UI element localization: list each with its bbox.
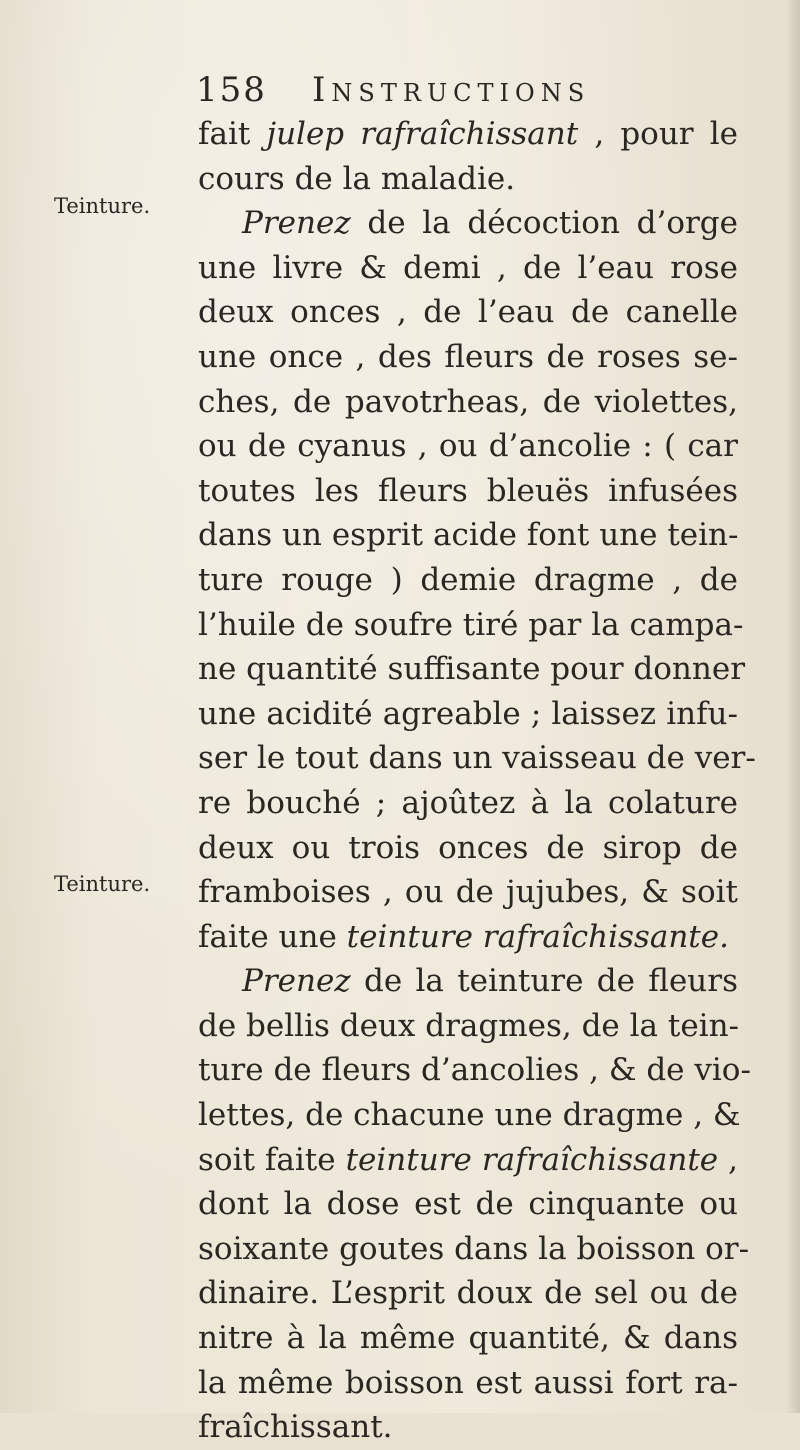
running-title: Instructions [312,70,591,110]
text-segment: ou de cyanus , ou d’ancolie : ( car [198,428,738,465]
body-text [198,112,756,1450]
text-line [198,513,738,558]
text-segment: soit faite [198,1141,346,1178]
text-line [198,826,738,871]
text-segment: teinture rafraîchissante. [346,918,729,955]
text-segment: Prenez [242,963,351,1000]
text-segment: ser le tout dans un vaisseau de ver- [198,740,756,777]
text-segment: fraîchissant. [198,1409,393,1446]
text-segment: nitre à la même quantité, & dans [198,1320,738,1357]
text-line [198,692,738,737]
text-line [198,1048,751,1093]
page-number: 158 [196,70,267,110]
text-line [198,1271,738,1316]
text-segment: framboises , ou de jujubes, & soit [198,874,738,911]
text-line [198,1138,738,1183]
text-line [198,1182,738,1227]
text-segment: la même boisson est aussi fort ra- [198,1364,738,1401]
text-segment: lettes, de chacune une dragme , & [198,1097,741,1134]
text-segment: de bellis deux dragmes, de la tein- [198,1007,740,1044]
page-edge-shadow [786,0,800,1413]
text-segment: ches, de pavotrheas, de violettes, [198,383,738,420]
text-segment: dont la dose est de cinquante ou [198,1186,738,1223]
text-line [198,781,738,826]
text-segment: ture de fleurs d’ancolies , & de vio- [198,1052,751,1089]
text-segment: , [718,1141,738,1178]
text-segment: dinaire. L’esprit doux de sel ou de [198,1275,738,1312]
text-segment: ture rouge ) demie dragme , de [198,561,738,598]
text-line [198,1405,738,1450]
text-segment: julep rafraîchissant [266,116,579,152]
text-line [198,959,738,1004]
text-segment: re bouché ; ajoûtez à la colature [198,784,738,821]
text-segment: une acidité agreable ; laissez infu- [198,695,738,732]
text-line [198,112,738,157]
margin-note: Teinture. [54,194,151,218]
text-line [198,290,738,335]
text-segment: faite une [198,918,347,955]
text-segment: soixante goutes dans la boisson or- [198,1230,750,1267]
margin-note: Teinture. [54,872,151,896]
page-header [196,70,756,114]
text-line [198,157,738,202]
text-segment: deux onces , de l’eau de canelle [198,294,738,331]
text-line [198,335,738,380]
text-segment: une once , des fleurs de roses se- [198,338,738,375]
text-line [198,1316,738,1361]
text-line [198,469,738,514]
text-line [198,647,746,692]
text-line [198,201,738,246]
text-line [198,1227,750,1272]
text-line [198,736,756,781]
text-line [198,246,738,291]
text-line [198,380,738,425]
text-segment: deux ou trois onces de sirop de [198,829,738,866]
text-line [198,1004,738,1049]
text-segment: fait [198,116,267,152]
text-line [198,1361,738,1406]
text-segment: teinture rafraîchissante [345,1141,719,1178]
text-segment: de la teinture de fleurs [350,963,738,1000]
text-line [198,603,744,648]
text-line [198,424,738,469]
text-line [198,915,738,960]
text-line [198,558,738,603]
text-segment: une livre & demi , de l’eau rose [198,249,738,286]
text-line [198,870,738,915]
text-segment: toutes les fleurs bleuës infusées [198,472,738,509]
text-segment: , pour le [578,116,738,152]
text-segment: ne quantité suffisante pour donner [198,651,746,688]
text-line [198,1093,741,1138]
text-segment: de la décoction d’orge [350,205,738,242]
text-segment: Prenez [242,205,351,242]
text-segment: dans un esprit acide font une tein- [198,517,739,554]
text-segment: cours de la maladie. [198,160,516,197]
text-segment: l’huile de soufre tiré par la campa- [198,606,744,643]
